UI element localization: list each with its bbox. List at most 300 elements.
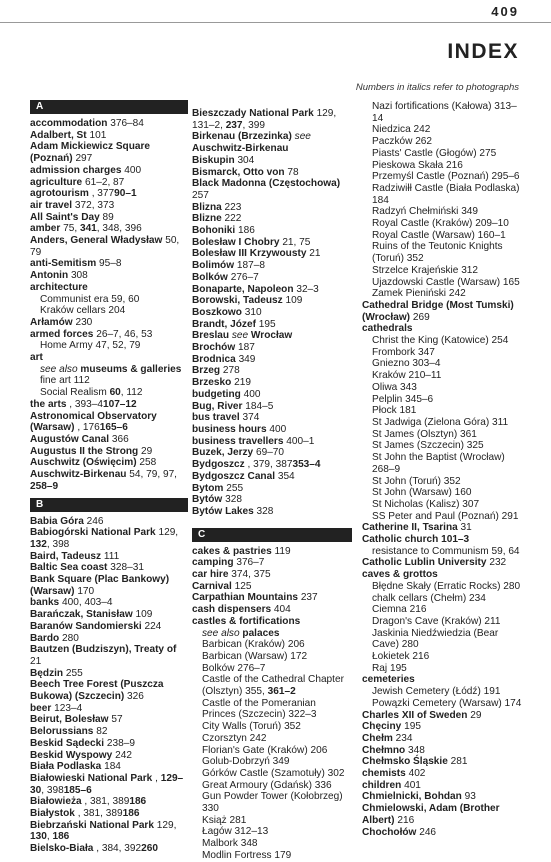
entry-term: Cathedral Bridge (Most Tumski) (Wrocław) [362,299,514,323]
entry-pages: 111 [103,550,120,562]
index-entry [30,714,188,726]
subentry-text: St Nicholas (Kalisz) 307 [372,498,480,510]
entry-pages: 54, 79, 97, [129,469,177,481]
entry-pages: 184–5 [245,400,274,412]
entry-term: Chełmno [362,744,406,756]
index-subentry [362,476,524,488]
letter-heading: C [192,528,352,542]
entry-term: cakes & pastries [192,545,272,557]
entry-pages: 95–8 [99,258,122,270]
entry-pages: 400–1 [286,435,315,447]
subentry-bold-text: 361–2 [267,686,296,698]
entry-pages: 195 [258,318,276,330]
entry-term: camping [192,557,234,569]
entry-term: children [362,779,402,791]
index-subentry [362,218,524,230]
index-subentry [362,124,524,136]
entry-pages: 255 [65,667,83,679]
subentry-text: Barbican (Kraków) 206 [202,639,305,651]
subentry-text: Royal Castle (Kraków) 209–10 [372,218,509,230]
index-subentry [192,639,352,651]
entry-pages: 29 [141,445,153,457]
index-subentry [362,604,524,616]
subentry-text: Barbican (Warsaw) 172 [202,650,308,662]
see-reference-term: Auschwitz-Birkenau [192,143,289,155]
entry-pages: , 398 [41,784,64,796]
entry-pages: , [46,831,53,843]
entry-pages: 89 [102,211,114,223]
index-subentry [362,698,524,710]
entry-pages: , 348, 396 [96,223,142,235]
entry-term: Arłamów [30,316,73,328]
index-entry [192,178,352,201]
subentry-text: Łokietek 216 [372,651,430,663]
index-entry [362,710,524,722]
entry-main-page: 90–1 [114,188,137,200]
index-entry [192,202,352,214]
subentry-text: chalk cellars (Chełm) 234 [372,592,486,604]
index-entry [192,569,352,581]
entry-term: Black Madonna (Częstochowa) [192,178,341,190]
entry-main-page: 237 [225,119,243,131]
index-subentry [30,294,188,306]
index-entry [362,323,524,335]
subentry-text: Castle of the Cathedral Chapter (Olsztyn) 355, [202,674,344,698]
entry-pages: 310 [244,306,262,318]
entry-pages: 224 [144,620,162,632]
entry-term: Chęciny [362,721,402,733]
subentry-text: Strzelce Krajeńskie 312 [372,264,479,276]
index-subentry [362,370,524,382]
index-entry [192,592,352,604]
subentry-text: Ruins of the Teutonic Knights (Toruń) 352 [372,241,503,265]
index-subentry [192,628,352,640]
index-entry [30,411,188,434]
entry-term: Antonin [30,270,69,282]
entry-term: Astronomical Observatory (Warsaw) [30,410,157,434]
subentry-text: Radzyń Chełmiński 349 [372,206,479,218]
entry-main-page: 130 [30,831,47,843]
index-subentry [362,499,524,511]
entry-pages: 328 [256,505,274,517]
entry-term: Bolków [192,271,228,283]
index-entry [192,412,352,424]
entry-term: beer [30,702,52,714]
entry-term: Beskid Wyspowy [30,749,113,761]
subentry-bold-text: 60 [109,387,121,399]
index-entry [192,424,352,436]
subentry-text: Piasts' Castle (Głogów) 275 [372,147,497,159]
index-subentry [362,277,524,289]
entry-main-page: 186 [52,831,70,843]
index-entry [192,401,352,413]
entry-pages: 280 [61,632,79,644]
index-subentry [30,375,188,387]
index-entry [362,569,524,581]
index-entry [192,131,352,154]
index-entry [30,223,188,235]
index-entry [362,721,524,733]
index-subentry [192,768,352,780]
subentry-text: Nazi fortifications (Kałowa) 313–14 [372,101,517,124]
index-entry [30,562,188,574]
entry-pages: 75, [63,223,80,235]
subentry-text: Golub-Dobrzyń 349 [202,756,290,768]
entry-pages: 328 [225,494,242,506]
entry-term: Bismarck, Otto von [192,166,285,178]
subentry-text: Jewish Cemetery (Łódź) 191 [372,686,501,698]
index-subentry [192,745,352,757]
entry-term: Będzin [30,667,64,679]
entry-term: All Saint's Day [30,211,100,223]
entry-term: castles & fortifications [192,615,301,627]
index-entry [30,738,188,750]
subentry-text: Modlin Fortress 179 [202,849,292,861]
index-subentry [362,160,524,172]
entry-term: Carnival [192,580,232,592]
subentry-text: Ciemna 216 [372,604,427,616]
subentry-text: Florian's Gate (Kraków) 206 [202,744,328,756]
entry-term: cathedrals [362,323,413,335]
entry-pages: 223 [224,201,242,213]
index-entry [30,726,188,738]
entry-term: Chmielowski, Adam (Brother Albert) [362,803,500,826]
index-entry [362,557,524,569]
entry-pages: 401 [404,779,421,791]
subentry-text: Castle of the Pomeranian Princes (Szczecin) 322–3 [202,697,317,721]
index-entry [30,282,188,294]
entry-term: Bytom [192,482,224,494]
index-entry [192,213,352,225]
entry-term: Białowieża [30,796,82,808]
entry-term: Bank Square (Plac Bankowy) (Warsaw) [30,574,170,597]
entry-term: Bydgoszcz Canal [192,470,276,482]
entry-term: Birkenau (Brzezinka) [192,131,292,143]
index-subentry [192,674,352,697]
index-entry [30,130,188,142]
index-entry [192,248,352,260]
index-entry [192,155,352,167]
entry-term: accommodation [30,118,108,129]
entry-pages: , [155,772,161,784]
index-entry [192,237,352,249]
index-subentry [362,171,524,183]
index-subentry [362,394,524,406]
index-subtitle: Numbers in italics refer to photographs [355,82,519,93]
entry-pages: 400 [269,423,287,435]
subentry-text: Kraków 210–11 [372,370,442,382]
entry-main-page: 107–12 [102,398,137,410]
index-subentry [362,183,524,206]
entry-pages: 258 [139,457,157,469]
entry-term: air travel [30,199,73,211]
entry-pages: 222 [224,213,242,225]
index-entry [30,761,188,773]
index-entry [192,436,352,448]
subentry-text: Home Army 47, 52, 79 [40,340,141,352]
page-number: 409 [491,4,519,19]
entry-term: Catholic church [362,534,439,546]
subentry-text: Powązki Cemetery (Warsaw) 174 [372,697,522,709]
entry-pages: , 399 [242,119,265,131]
index-entry [192,546,352,558]
entry-pages: 31 [460,522,472,534]
index-subentry [362,358,524,370]
index-subentry [192,733,352,745]
entry-term: business hours [192,423,267,435]
entry-pages: 308 [70,270,88,282]
entry-pages: 195 [404,721,421,733]
subentry-text: Jaskinia Niedźwiedzia (Bear Cave) 280 [372,627,499,651]
subentry-bold-text: museums & galleries [80,363,182,375]
letter-heading: A [30,100,188,114]
subentry-text: Christ the King (Katowice) 254 [372,335,509,347]
index-subentry [362,651,524,663]
entry-pages: 61–2, 87 [84,176,125,188]
index-entry [192,108,352,131]
entry-pages: 269 [412,311,430,323]
entry-pages: 101 [89,129,107,141]
subentry-text: fine art 112 [40,375,90,387]
entry-term: Bohoniki [192,225,236,237]
entry-pages: , 393–4 [69,398,103,410]
entry-pages: , 398 [46,538,70,550]
entry-term: Bardo [30,632,60,644]
index-entry [192,319,352,331]
index-entry [362,300,524,323]
index-entry [30,200,188,212]
entry-term: Chełmsko Śląskie [362,756,448,768]
entry-main-page: 186 [122,808,140,820]
index-subentry [362,148,524,160]
subentry-text: Royal Castle (Warsaw) 160–1 [372,229,506,241]
index-entry [30,843,188,855]
entry-term: Augustus II the Strong [30,445,139,457]
index-entry [30,469,188,492]
index-subentry [362,663,524,675]
entry-pages: 255 [226,482,244,494]
entry-term: admission charges [30,164,122,176]
entry-main-page: 101–3 [441,534,470,546]
index-entry [30,668,188,680]
entry-term: car hire [192,569,229,581]
entry-pages: 237 [300,592,318,604]
see-reference-label: see [291,131,311,143]
index-column-3 [362,101,524,838]
entry-pages: 119 [274,545,291,557]
entry-term: Babiogórski National Park [30,527,156,539]
entry-pages: 93 [464,791,476,803]
entry-main-page: 353–4 [292,459,321,471]
entry-pages: 400, 403–4 [62,597,113,609]
index-subentry [362,101,524,124]
index-subentry [362,417,524,429]
subentry-text: Przemyśl Castle (Poznań) 295–6 [372,171,520,183]
entry-term: Białowieski National Park [30,772,153,784]
entry-main-page: 341 [79,223,97,235]
entry-pages: 230 [75,316,93,328]
entry-term: Bolimów [192,260,235,272]
index-entry [192,365,352,377]
index-subentry [192,721,352,733]
index-entry [362,733,524,745]
index-entry [30,703,188,715]
entry-pages: 354 [277,470,295,482]
index-subentry [192,663,352,675]
index-subentry [362,382,524,394]
entry-term: Brandt, Józef [192,318,256,330]
entry-pages: 278 [222,365,240,377]
entry-pages: 50, 79 [30,235,180,258]
index-entry [192,494,352,506]
index-subentry [192,850,352,862]
entry-pages: 400 [124,164,142,176]
entry-pages: 109 [135,609,153,621]
index-entry [30,457,188,469]
entry-term: armed forces [30,328,94,340]
entry-term: Brzesko [192,377,232,389]
entry-term: Boszkowo [192,306,242,318]
index-subentry [192,815,352,827]
index-subentry [192,780,352,792]
entry-pages: 281 [450,756,468,768]
index-subentry [362,487,524,499]
index-title: INDEX [447,40,519,63]
entry-main-page: 132 [30,538,47,550]
index-subentry [30,305,188,317]
entry-pages: , 379, 387 [247,459,293,471]
index-entry [30,820,188,843]
subentry-text: Paczków 262 [372,136,433,148]
subentry-text: Malbork 348 [202,838,258,850]
subentry-text: Kraków cellars 204 [40,305,126,317]
index-entry [30,597,188,609]
entry-pages: 219 [234,377,251,389]
index-entry [192,459,352,471]
subentry-bold-text: palaces [242,627,280,639]
index-entry [362,827,524,839]
entry-term: Catherine II, Tsarina [362,522,458,534]
entry-term: Bolesław I Chobry [192,236,280,248]
index-entry [30,212,188,224]
index-entry [192,581,352,593]
index-entry [192,354,352,366]
entry-pages: 246 [86,515,104,527]
index-subentry [362,616,524,628]
index-subentry [362,288,524,300]
index-entry [30,177,188,189]
entry-pages: 82 [96,726,108,738]
index-entry [30,633,188,645]
index-entry [30,235,188,258]
entry-pages: 349 [238,353,256,365]
index-entry [362,522,524,534]
entry-term: Biskupin [192,154,235,166]
entry-term: Bytów [192,494,223,506]
entry-pages: 129, 131–2, [192,108,337,131]
entry-term: Biała Podlaska [30,761,102,773]
subentry-text: St Jadwiga (Zielona Góra) 311 [372,416,509,428]
index-entry [30,796,188,808]
index-subentry [362,440,524,452]
index-column-2 [192,108,352,862]
subentry-text: resistance to Communism 59, 64 [372,545,520,557]
entry-main-page: 129–30 [30,772,184,796]
index-entry [192,471,352,483]
entry-pages: 21, 75 [282,236,311,248]
index-entry [362,768,524,780]
entry-pages: 242 [115,749,132,761]
index-subentry [192,791,352,814]
entry-pages: 328–31 [110,562,144,574]
entry-pages: 400 [243,388,261,400]
entry-pages: 187–8 [236,260,265,272]
subentry-text: Płock 181 [372,405,417,417]
index-entry [362,745,524,757]
entry-term: Babia Góra [30,515,84,527]
subentry-text: SS Peter and Paul (Poznań) 291 [372,510,519,522]
entry-pages: 129, [156,819,177,831]
index-subentry [362,452,524,475]
index-entry [192,307,352,319]
entry-term: Baird, Tadeusz [30,550,102,562]
entry-main-page: 258–9 [30,480,59,492]
entry-term: chemists [362,768,406,780]
entry-term: Adalbert, St [30,129,87,141]
index-entry [30,750,188,762]
subentry-text: Zamek Pieniński 242 [372,288,466,300]
entry-pages: 129, [158,527,179,539]
index-entry [192,225,352,237]
entry-term: the arts [30,398,67,410]
entry-term: Bonaparte, Napoleon [192,283,294,295]
subentry-text: Raj 195 [372,662,407,674]
subentry-text: Communist era 59, 60 [40,293,140,305]
index-entry [30,317,188,329]
index-subentry [192,826,352,838]
entry-term: Adam Mickiewicz Square (Poznań) [30,141,151,165]
index-subentry [362,511,524,523]
index-subentry [362,347,524,359]
entry-term: Bydgoszcz [192,459,245,471]
entry-pages: 238–9 [106,737,135,749]
entry-term: amber [30,223,61,235]
entry-term: banks [30,597,60,609]
entry-term: Bautzen (Budziszyn), Treaty of [30,644,177,656]
index-entry [30,165,188,177]
entry-term: cemeteries [362,674,415,686]
entry-pages: , 377 [91,188,115,200]
index-subentry [362,593,524,605]
entry-term: agriculture [30,176,83,188]
index-entry [30,644,188,667]
index-entry [30,551,188,563]
subentry-text: Great Armoury (Gdańsk) 336 [202,779,332,791]
entry-term: Charles XII of Sweden [362,709,468,721]
entry-term: Bytów Lakes [192,505,254,517]
index-subentry [362,405,524,417]
index-entry [362,780,524,792]
subentry-text: Dragon's Cave (Kraków) 211 [372,615,501,627]
entry-pages: , 384, 392 [96,843,142,855]
index-subentry [30,387,188,399]
entry-pages: 109 [285,295,303,307]
entry-term: Beskid Sądecki [30,737,105,749]
index-entry [30,773,188,796]
entry-term: architecture [30,281,88,293]
index-entry [30,808,188,820]
entry-pages: 402 [408,768,426,780]
